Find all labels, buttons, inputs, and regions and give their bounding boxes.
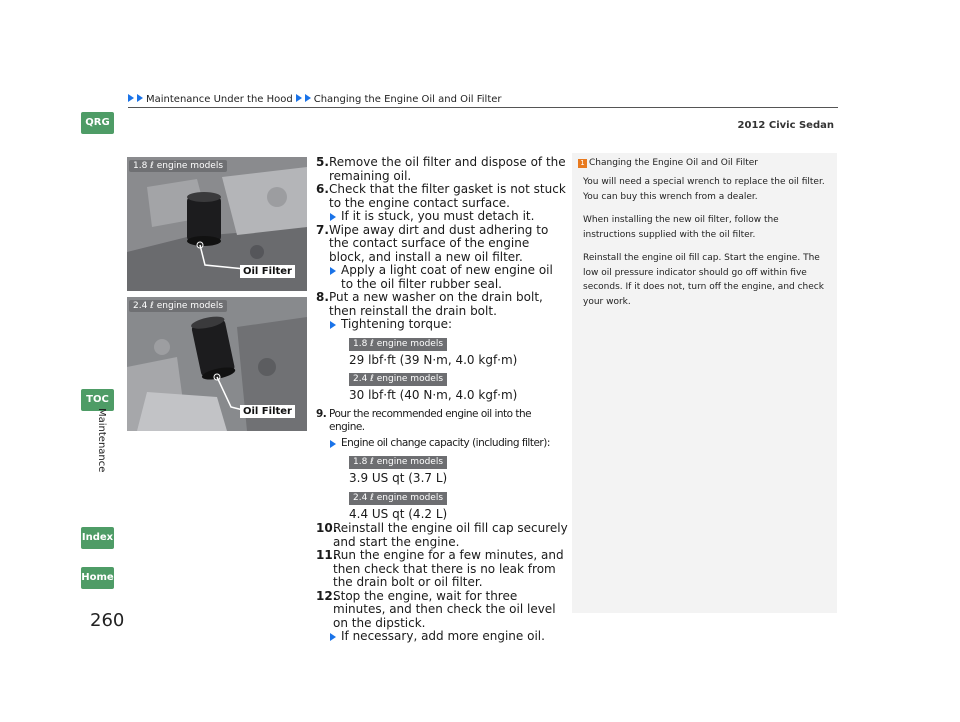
procedure-steps	[316, 156, 568, 644]
step-5: 5. Remove the oil filter and dispose of the remaining oil.	[316, 155, 566, 183]
oil-filter-label: Oil Filter	[240, 405, 295, 418]
step-8: 8. Put a new washer on the drain bolt, then reinstall the drain bolt.	[316, 290, 543, 318]
capacity-value: 3.9 US qt (3.7 L)	[349, 471, 448, 485]
arrow-icon	[330, 440, 336, 448]
arrow-icon	[330, 267, 336, 275]
breadcrumb-arrow-icon	[296, 94, 302, 102]
step-7: 7. Wipe away dirt and dust adhering to the contact surface of the engine block, and install a new oil filter.	[316, 222, 549, 264]
engine-model-badge: 2.4 ℓ engine models	[349, 373, 447, 386]
torque-value: 30 lbf·ft (40 N·m, 4.0 kgf·m)	[349, 388, 518, 402]
step-12: 12. Stop the engine, wait for three minutes, and then check the oil level on the dipstick.	[316, 588, 556, 630]
arrow-icon	[330, 213, 336, 221]
step-9: 9. Pour the recommended engine oil into the engine.	[316, 407, 532, 433]
note-number-icon: 1	[578, 159, 587, 168]
arrow-icon	[330, 321, 336, 329]
engine-model-tag: 2.4 ℓ engine models	[129, 300, 227, 312]
breadcrumb-arrow-icon	[137, 94, 143, 102]
engine-model-badge: 1.8 ℓ engine models	[349, 338, 447, 351]
step-6-note: If it is stuck, you must detach it.	[316, 210, 568, 224]
note-body	[583, 175, 827, 318]
note-paragraph: You will need a special wrench to replace the oil filter. You can buy this wrench from a dealer.	[583, 177, 825, 202]
step-12-note: If necessary, add more engine oil.	[316, 630, 568, 644]
engine-photo-1-8	[127, 157, 307, 291]
torque-value: 29 lbf·ft (39 N·m, 4.0 kgf·m)	[349, 352, 518, 367]
home-tab[interactable]: Home	[81, 567, 114, 589]
oil-filter-label: Oil Filter	[240, 265, 295, 278]
header-rule	[128, 107, 838, 108]
step-6: 6. Check that the filter gasket is not stuck to the engine contact surface.	[316, 182, 566, 210]
capacity-value: 4.4 US qt (4.2 L)	[349, 506, 448, 521]
page-number: 260	[90, 610, 125, 631]
breadcrumb	[128, 94, 502, 105]
qrg-tab[interactable]: QRG	[81, 112, 114, 134]
note-paragraph: When installing the new oil filter, follow the instructions supplied with the oil filter.	[583, 215, 779, 240]
side-note	[572, 153, 837, 613]
breadcrumb-arrow-icon	[305, 94, 311, 102]
note-paragraph: Reinstall the engine oil fill cap. Start the engine. The low oil pressure indicator should go off within five seconds. If it does not, turn off the engine, and check your work.	[583, 253, 824, 307]
note-title: 1 Changing the Engine Oil and Oil Filter	[578, 158, 758, 168]
section-label: Maintenance	[96, 408, 107, 473]
breadcrumb-item[interactable]: Maintenance Under the Hood	[146, 94, 293, 105]
index-tab[interactable]: Index	[81, 527, 114, 549]
engine-model-badge: 1.8 ℓ engine models	[349, 456, 447, 469]
breadcrumb-arrow-icon	[128, 94, 134, 102]
vehicle-model: 2012 Civic Sedan	[737, 120, 834, 131]
engine-model-tag: 1.8 ℓ engine models	[129, 160, 227, 172]
engine-model-badge: 2.4 ℓ engine models	[349, 492, 447, 505]
toc-tab[interactable]: TOC	[81, 389, 114, 411]
step-8-note: Tightening torque:	[316, 318, 568, 332]
step-11: 11. Run the engine for a few minutes, and then check that there is no leak from the drain bolt or oil filter.	[316, 548, 564, 589]
step-10: 10. Reinstall the engine oil fill cap securely and start the engine.	[316, 521, 568, 549]
arrow-icon	[330, 633, 336, 641]
engine-photo-2-4	[127, 297, 307, 431]
step-9-note: Engine oil change capacity (including filter):	[316, 437, 568, 451]
step-7-note: Apply a light coat of new engine oil to the oil filter rubber seal.	[316, 264, 568, 291]
breadcrumb-item-current: Changing the Engine Oil and Oil Filter	[313, 94, 502, 105]
